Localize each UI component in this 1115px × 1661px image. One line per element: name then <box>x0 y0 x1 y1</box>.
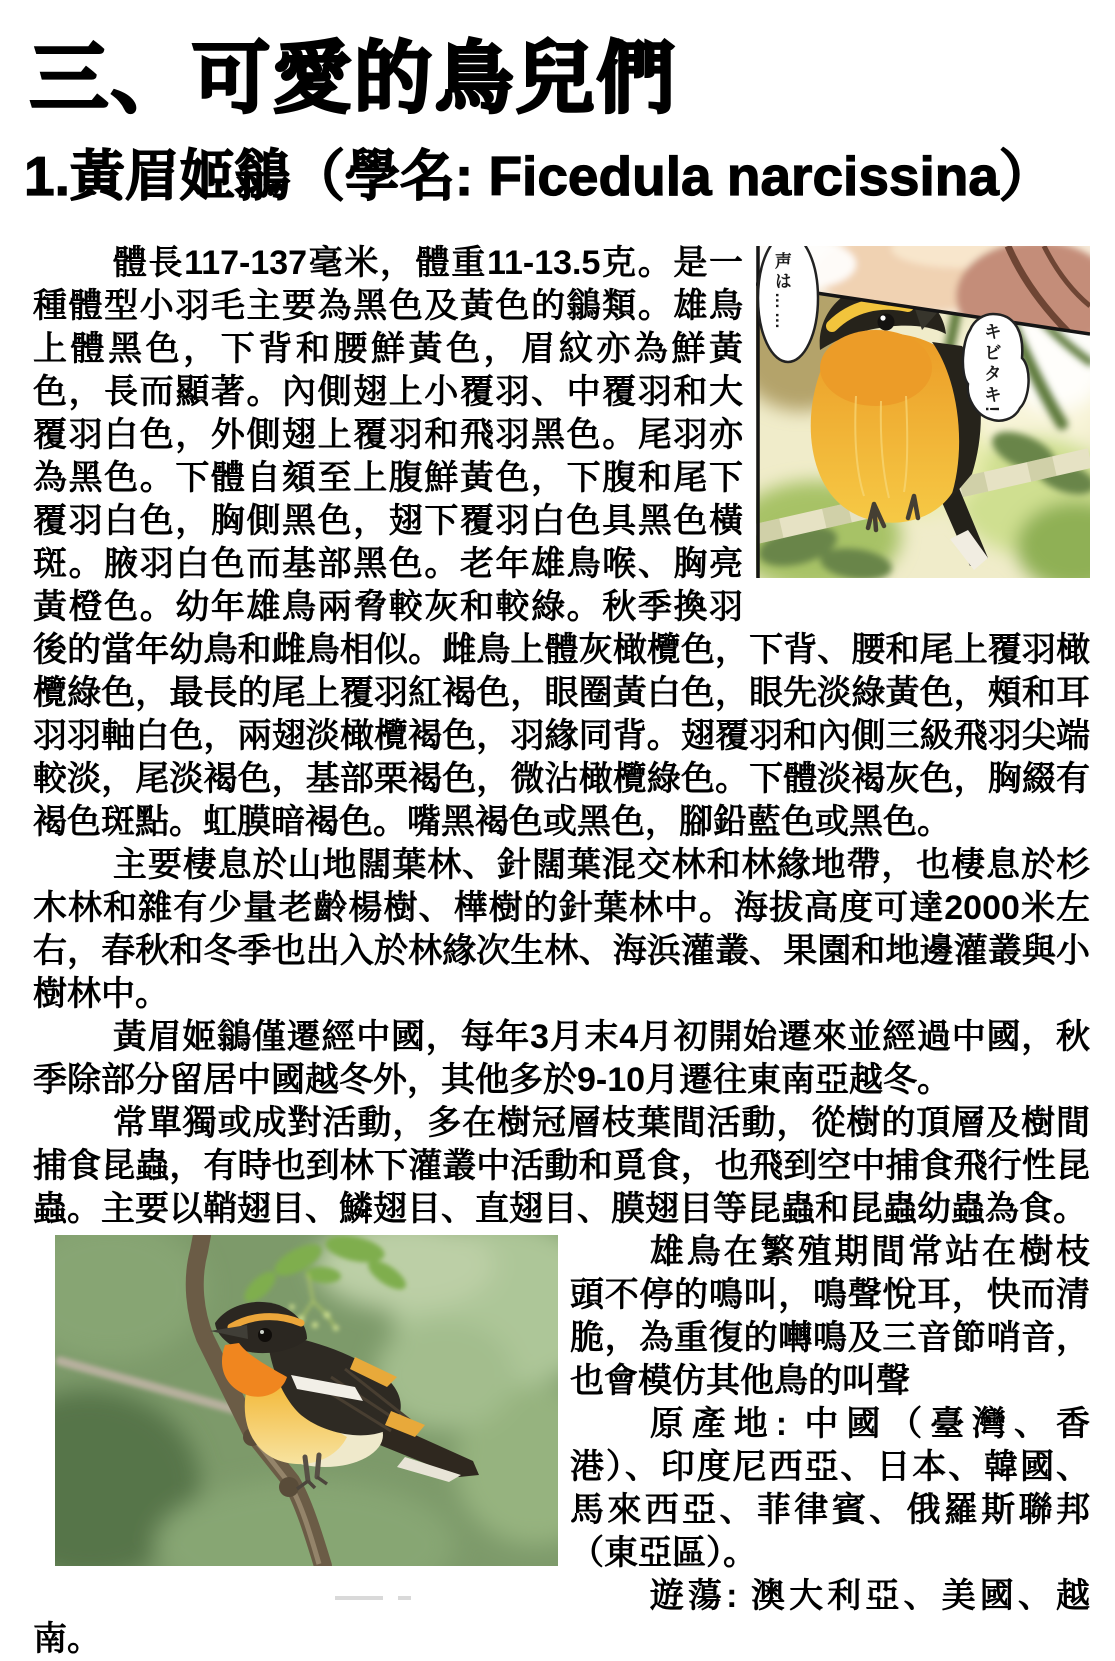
speech-bubble-main-text: キビタキ! <box>981 321 1002 415</box>
page-bottom-cropped-text <box>335 1596 383 1600</box>
paragraph-origin: 原產地: 中國（臺灣、香港）、印度尼西亞、日本、韓國、馬來西亞、菲律賓、俄羅斯聯邦（東亞區）。 <box>570 1404 1090 1572</box>
article-body <box>33 242 1090 1661</box>
paragraph-vagrant: 遊蕩: 澳大利亞、美國、越南。 <box>33 1576 1090 1658</box>
speech-bubble-main <box>982 322 1001 415</box>
speech-bubble-side-text: 声は…… <box>771 251 791 332</box>
speech-bubble-side <box>772 252 790 332</box>
paragraph-habitat: 主要棲息於山地闊葉林、針闊葉混交林和林緣地帶，也棲息於杉木林和雜有少量老齡楊樹、樺樹的針葉林中。海拔高度可達2000米左右，春秋和冬季也出入於林緣次生林、海浜灌叢、果園和地邊灌叢與小樹林中。 <box>33 845 1090 1013</box>
comic-illustration <box>756 246 1090 578</box>
section-title: 三、可愛的鳥兒們 <box>30 34 679 122</box>
paragraph-migration: 黃眉姬鶲僅遷經中國，每年3月末4月初開始遷來並經過中國，秋季除部分留居中國越冬外，其他多於9-10月遷往東南亞越冬。 <box>33 1017 1090 1099</box>
paragraph-song: 雄鳥在繁殖期間常站在樹枝頭不停的鳴叫，鳴聲悅耳，快而清脆，為重復的囀鳴及三音節哨音，也會模仿其他鳥的叫聲 <box>570 1232 1090 1400</box>
paragraph-behavior: 常單獨或成對活動，多在樹冠層枝葉間活動，從樹的頂層及樹間捕食昆蟲，有時也到林下灌叢中活動和覓食，也飛到空中捕食飛行性昆蟲。主要以鞘翅目、鱗翅目、直翅目、膜翅目等昆蟲和昆蟲幼蟲為食。 <box>33 1103 1090 1228</box>
page-bottom-cropped-text <box>398 1596 411 1600</box>
bird-photo <box>55 1235 558 1566</box>
species-heading: 1.黃眉姬鶲（學名: Ficedula narcissina） <box>24 145 1054 208</box>
bird-photo-art <box>55 1235 558 1566</box>
comic-illustration-art <box>756 246 1090 578</box>
paragraph-morphology: 體長117-137毫米，體重11-13.5克。是一種體型小羽毛主要為黑色及黃色的鶲類。雄鳥上體黑色，下背和腰鮮黃色，眉紋亦為鮮黃色，長而顯著。內側翅上小覆羽、中覆羽和大覆羽白色，外側翅上覆羽和飛羽黑色。尾羽亦為黑色。下體自頦至上腹鮮黃色，下腹和尾下覆羽白色，胸側黑色，翅下覆羽白色具黑色橫斑。腋羽白色而基部黑色。老年雄鳥喉、胸亮黃橙色。幼年雄鳥兩脅較灰和較綠。秋季換羽後的當年幼鳥和雌鳥相似。雌鳥上體灰橄欖色，下背、腰和尾上覆羽橄欖綠色，最長的尾上覆羽紅褐色，眼圈黃白色，眼先淡綠黃色，頰和耳羽羽軸白色，兩翅淡橄欖褐色，羽緣同背。翅覆羽和內側三級飛羽尖端較淡，尾淡褐色，基部栗褐色，微沾橄欖綠色。下體淡褐灰色，胸綴有褐色斑點。虹膜暗褐色。嘴黑褐色或黑色，腳鉛藍色或黑色。 <box>33 243 1090 841</box>
